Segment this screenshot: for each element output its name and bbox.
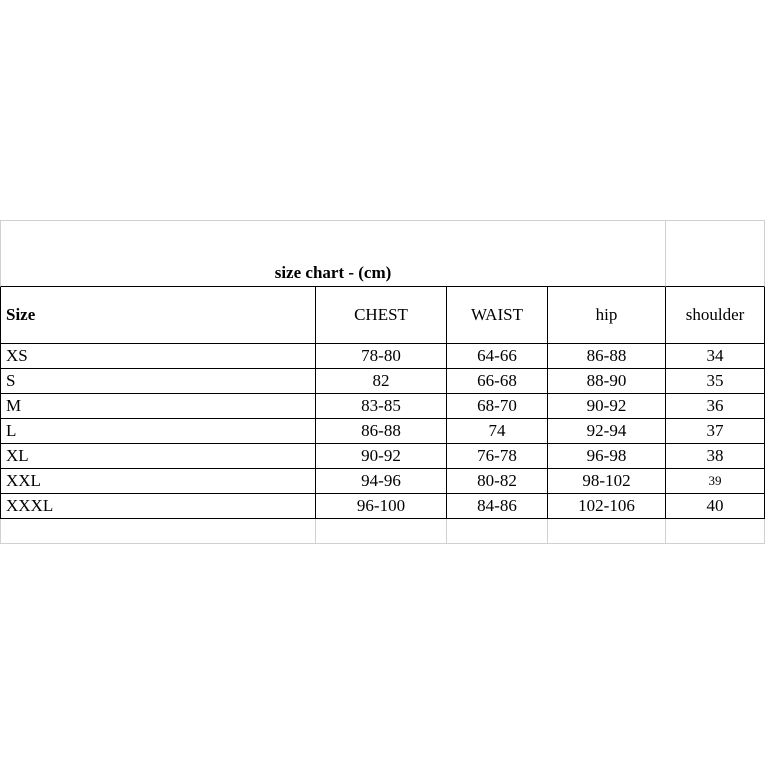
shoulder-value: 37 — [666, 419, 765, 444]
chest-value: 83-85 — [316, 394, 447, 419]
shoulder-value: 39 — [666, 469, 765, 494]
waist-value: 64-66 — [447, 344, 548, 369]
empty-footer-row — [0, 519, 765, 544]
size-label: XS — [0, 344, 316, 369]
column-header-shoulder: shoulder — [666, 287, 765, 344]
hip-value: 98-102 — [548, 469, 666, 494]
header-row — [0, 287, 765, 344]
size-label: S — [0, 369, 316, 394]
waist-value: 80-82 — [447, 469, 548, 494]
empty-cell — [447, 519, 548, 544]
hip-value: 92-94 — [548, 419, 666, 444]
shoulder-value: 38 — [666, 444, 765, 469]
table-row-l — [0, 419, 765, 444]
table-row-xs — [0, 344, 765, 369]
column-header-chest: CHEST — [316, 287, 447, 344]
table-row-xxxl — [0, 494, 765, 519]
empty-cell — [316, 519, 447, 544]
waist-value: 66-68 — [447, 369, 548, 394]
hip-value: 88-90 — [548, 369, 666, 394]
hip-value: 86-88 — [548, 344, 666, 369]
size-label: L — [0, 419, 316, 444]
chest-value: 90-92 — [316, 444, 447, 469]
size-label: M — [0, 394, 316, 419]
table-row-xl — [0, 444, 765, 469]
column-header-hip: hip — [548, 287, 666, 344]
size-label: XXXL — [0, 494, 316, 519]
hip-value: 96-98 — [548, 444, 666, 469]
shoulder-value: 34 — [666, 344, 765, 369]
waist-value: 84-86 — [447, 494, 548, 519]
waist-value: 74 — [447, 419, 548, 444]
shoulder-value: 35 — [666, 369, 765, 394]
title-row-empty-cell — [666, 220, 765, 287]
size-label: XXL — [0, 469, 316, 494]
chest-value: 94-96 — [316, 469, 447, 494]
shoulder-value: 36 — [666, 394, 765, 419]
column-header-size: Size — [0, 287, 316, 344]
size-chart-table — [0, 220, 765, 544]
chest-value: 78-80 — [316, 344, 447, 369]
empty-cell — [666, 519, 765, 544]
table-row-s — [0, 369, 765, 394]
shoulder-value: 40 — [666, 494, 765, 519]
empty-cell — [548, 519, 666, 544]
table-row-m — [0, 394, 765, 419]
size-chart-title: size chart - (cm) — [0, 220, 666, 287]
chest-value: 96-100 — [316, 494, 447, 519]
hip-value: 90-92 — [548, 394, 666, 419]
title-row — [0, 220, 765, 287]
column-header-waist: WAIST — [447, 287, 548, 344]
table-row-xxl — [0, 469, 765, 494]
waist-value: 68-70 — [447, 394, 548, 419]
size-label: XL — [0, 444, 316, 469]
chest-value: 86-88 — [316, 419, 447, 444]
chest-value: 82 — [316, 369, 447, 394]
empty-cell — [0, 519, 316, 544]
hip-value: 102-106 — [548, 494, 666, 519]
waist-value: 76-78 — [447, 444, 548, 469]
